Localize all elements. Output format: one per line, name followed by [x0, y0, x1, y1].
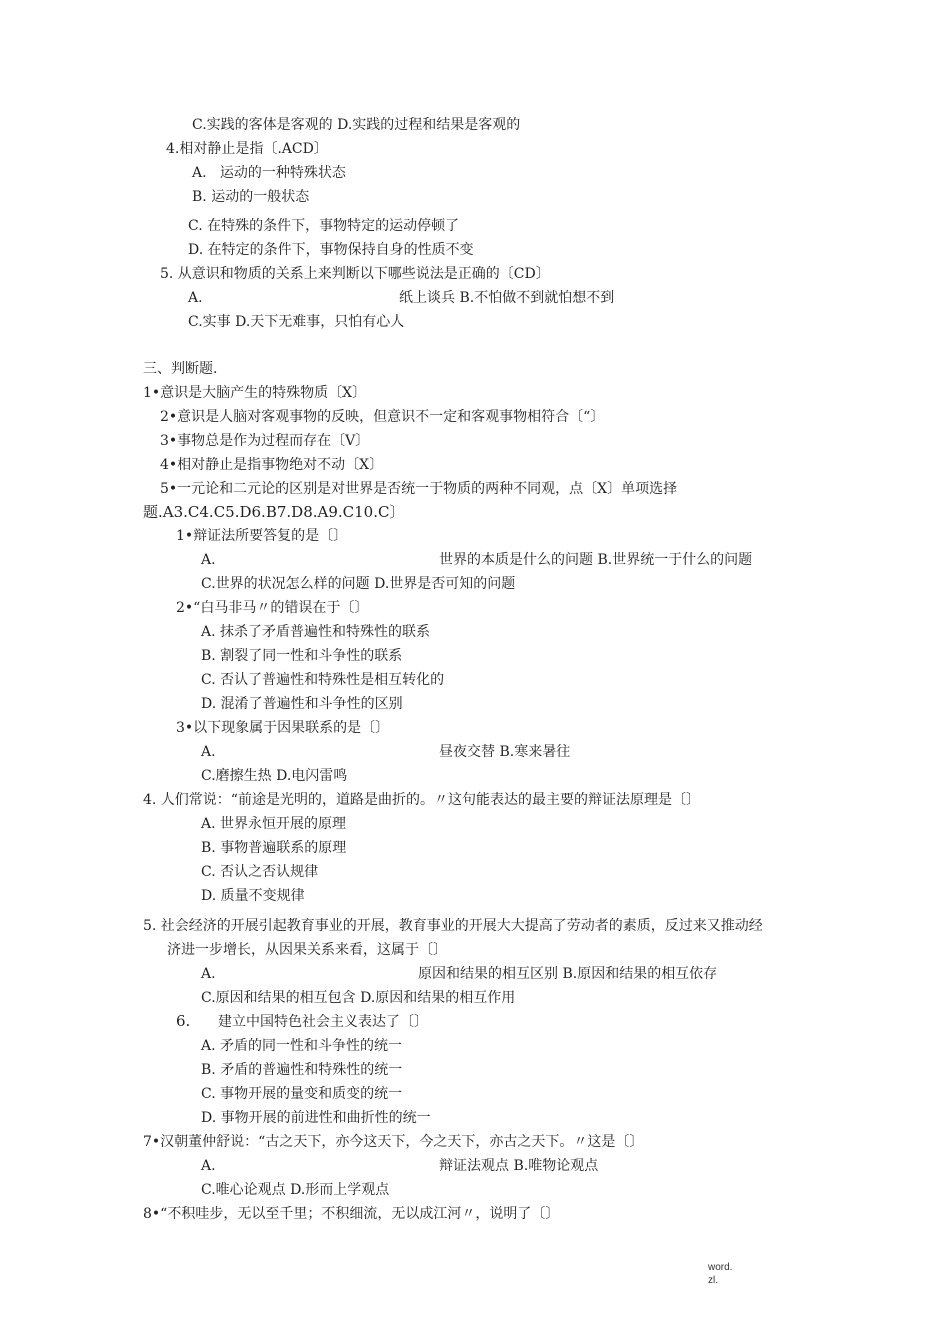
question-line: 1•辩证法所要答复的是〔〕: [176, 528, 348, 544]
judgement-line: 4•相对静止是指事物绝对不动〔X〕: [160, 457, 384, 473]
option-line: D. 混淆了普遍性和斗争性的区别: [201, 696, 403, 712]
option-line: D. 质量不变规律: [201, 888, 305, 904]
option-label: A.: [188, 290, 203, 306]
option-line: C.实践的客体是客观的 D.实践的过程和结果是客观的: [192, 117, 521, 133]
option-line: 昼夜交替 B.寒来暑往: [439, 744, 571, 760]
option-line: C.世界的状况怎么样的问题 D.世界是否可知的问题: [201, 576, 516, 592]
question-line: 7•汉朝董仲舒说：“古之天下，亦今这天下，今之天下，亦古之天下。〃这是〔〕: [143, 1134, 644, 1150]
option-line: 原因和结果的相互区别 B.原因和结果的相互依存: [418, 966, 718, 982]
judgement-line: 2•意识是人脑对客观事物的反映，但意识不一定和客观事物相符合〔“〕: [160, 409, 605, 425]
section-heading: 三、判断题.: [143, 361, 218, 377]
judgement-line: 3•事物总是作为过程而存在〔V〕: [160, 433, 370, 449]
question-line: 8•“不积哇步，无以至千里；不积细流，无以成江河〃，说明了〔〕: [143, 1206, 560, 1222]
question-line: 5. 社会经济的开展引起教育事业的开展，教育事业的开展大大提高了劳动者的素质，反过来又推动经: [143, 918, 763, 934]
option-line: 辩证法观点 B.唯物论观点: [439, 1158, 599, 1174]
option-label: A.: [201, 1158, 216, 1174]
option-line: B. 运动的一般状态: [192, 189, 310, 205]
option-line: 纸上谈兵 B.不怕做不到就怕想不到: [399, 290, 615, 306]
question-line: 2•“白马非马〃的错误在于〔〕: [176, 600, 369, 616]
option-line: C.实事 D.天下无难事，只怕有心人: [188, 314, 405, 330]
option-line: D. 在特定的条件下，事物保持自身的性质不变: [188, 242, 474, 258]
option-label: A.: [201, 966, 216, 982]
option-line: B. 割裂了同一性和斗争性的联系: [201, 648, 403, 664]
option-line: A. 抹杀了矛盾普遍性和特殊性的联系: [201, 624, 431, 640]
option-line: 世界的本质是什么的问题 B.世界统一于什么的问题: [439, 552, 753, 568]
option-line: C. 否认了普遍性和特殊性是相互转化的: [201, 672, 445, 688]
question-line: 建立中国特色社会主义表达了〔〕: [218, 1014, 428, 1030]
option-line: C. 在特殊的条件下，事物特定的运动停顿了: [188, 218, 460, 234]
question-line: 济进一步增长，从因果关系来看，这属于〔〕: [167, 942, 447, 958]
question-line: 4.相对静止是指〔.ACD〕: [166, 141, 328, 157]
question-line: 4. 人们常说：“前途是光明的，道路是曲折的。〃这句能表达的最主要的辩证法原理是〔〕: [143, 792, 700, 808]
option-line: C.唯心论观点 D.形而上学观点: [201, 1182, 390, 1198]
option-line: A. 矛盾的同一性和斗争性的统一: [201, 1038, 403, 1054]
option-line: A. 世界永恒开展的原理: [201, 816, 347, 832]
judgement-line: 1•意识是大脑产生的特殊物质〔X〕: [143, 385, 367, 401]
option-line: D. 事物开展的前进性和曲折性的统一: [201, 1110, 431, 1126]
option-line: C.磨擦生热 D.电闪雷鸣: [201, 768, 348, 784]
answer-key-line: 题.A3.C4.C5.D6.B7.D8.A9.C10.C〕: [143, 503, 405, 521]
question-number: 6.: [176, 1012, 191, 1030]
option-line: A. 运动的一种特殊状态: [192, 165, 346, 181]
option-line: B. 矛盾的普遍性和特殊性的统一: [201, 1062, 403, 1078]
footer-zl: zl.: [708, 1275, 718, 1286]
option-label: A.: [201, 552, 216, 568]
option-line: C. 事物开展的量变和质变的统一: [201, 1086, 403, 1102]
judgement-line: 5•一元论和二元论的区别是对世界是否统一于物质的两种不同观，点〔X〕单项选择: [160, 481, 678, 497]
option-line: B. 事物普遍联系的原理: [201, 840, 347, 856]
option-line: C. 否认之否认规律: [201, 864, 319, 880]
question-line: 3•以下现象属于因果联系的是〔〕: [176, 720, 390, 736]
question-line: 5. 从意识和物质的关系上来判断以下哪些说法是正确的〔CD〕: [160, 266, 550, 282]
footer-word: word.: [708, 1262, 733, 1273]
option-line: C.原因和结果的相互包含 D.原因和结果的相互作用: [201, 990, 516, 1006]
option-label: A.: [201, 744, 216, 760]
